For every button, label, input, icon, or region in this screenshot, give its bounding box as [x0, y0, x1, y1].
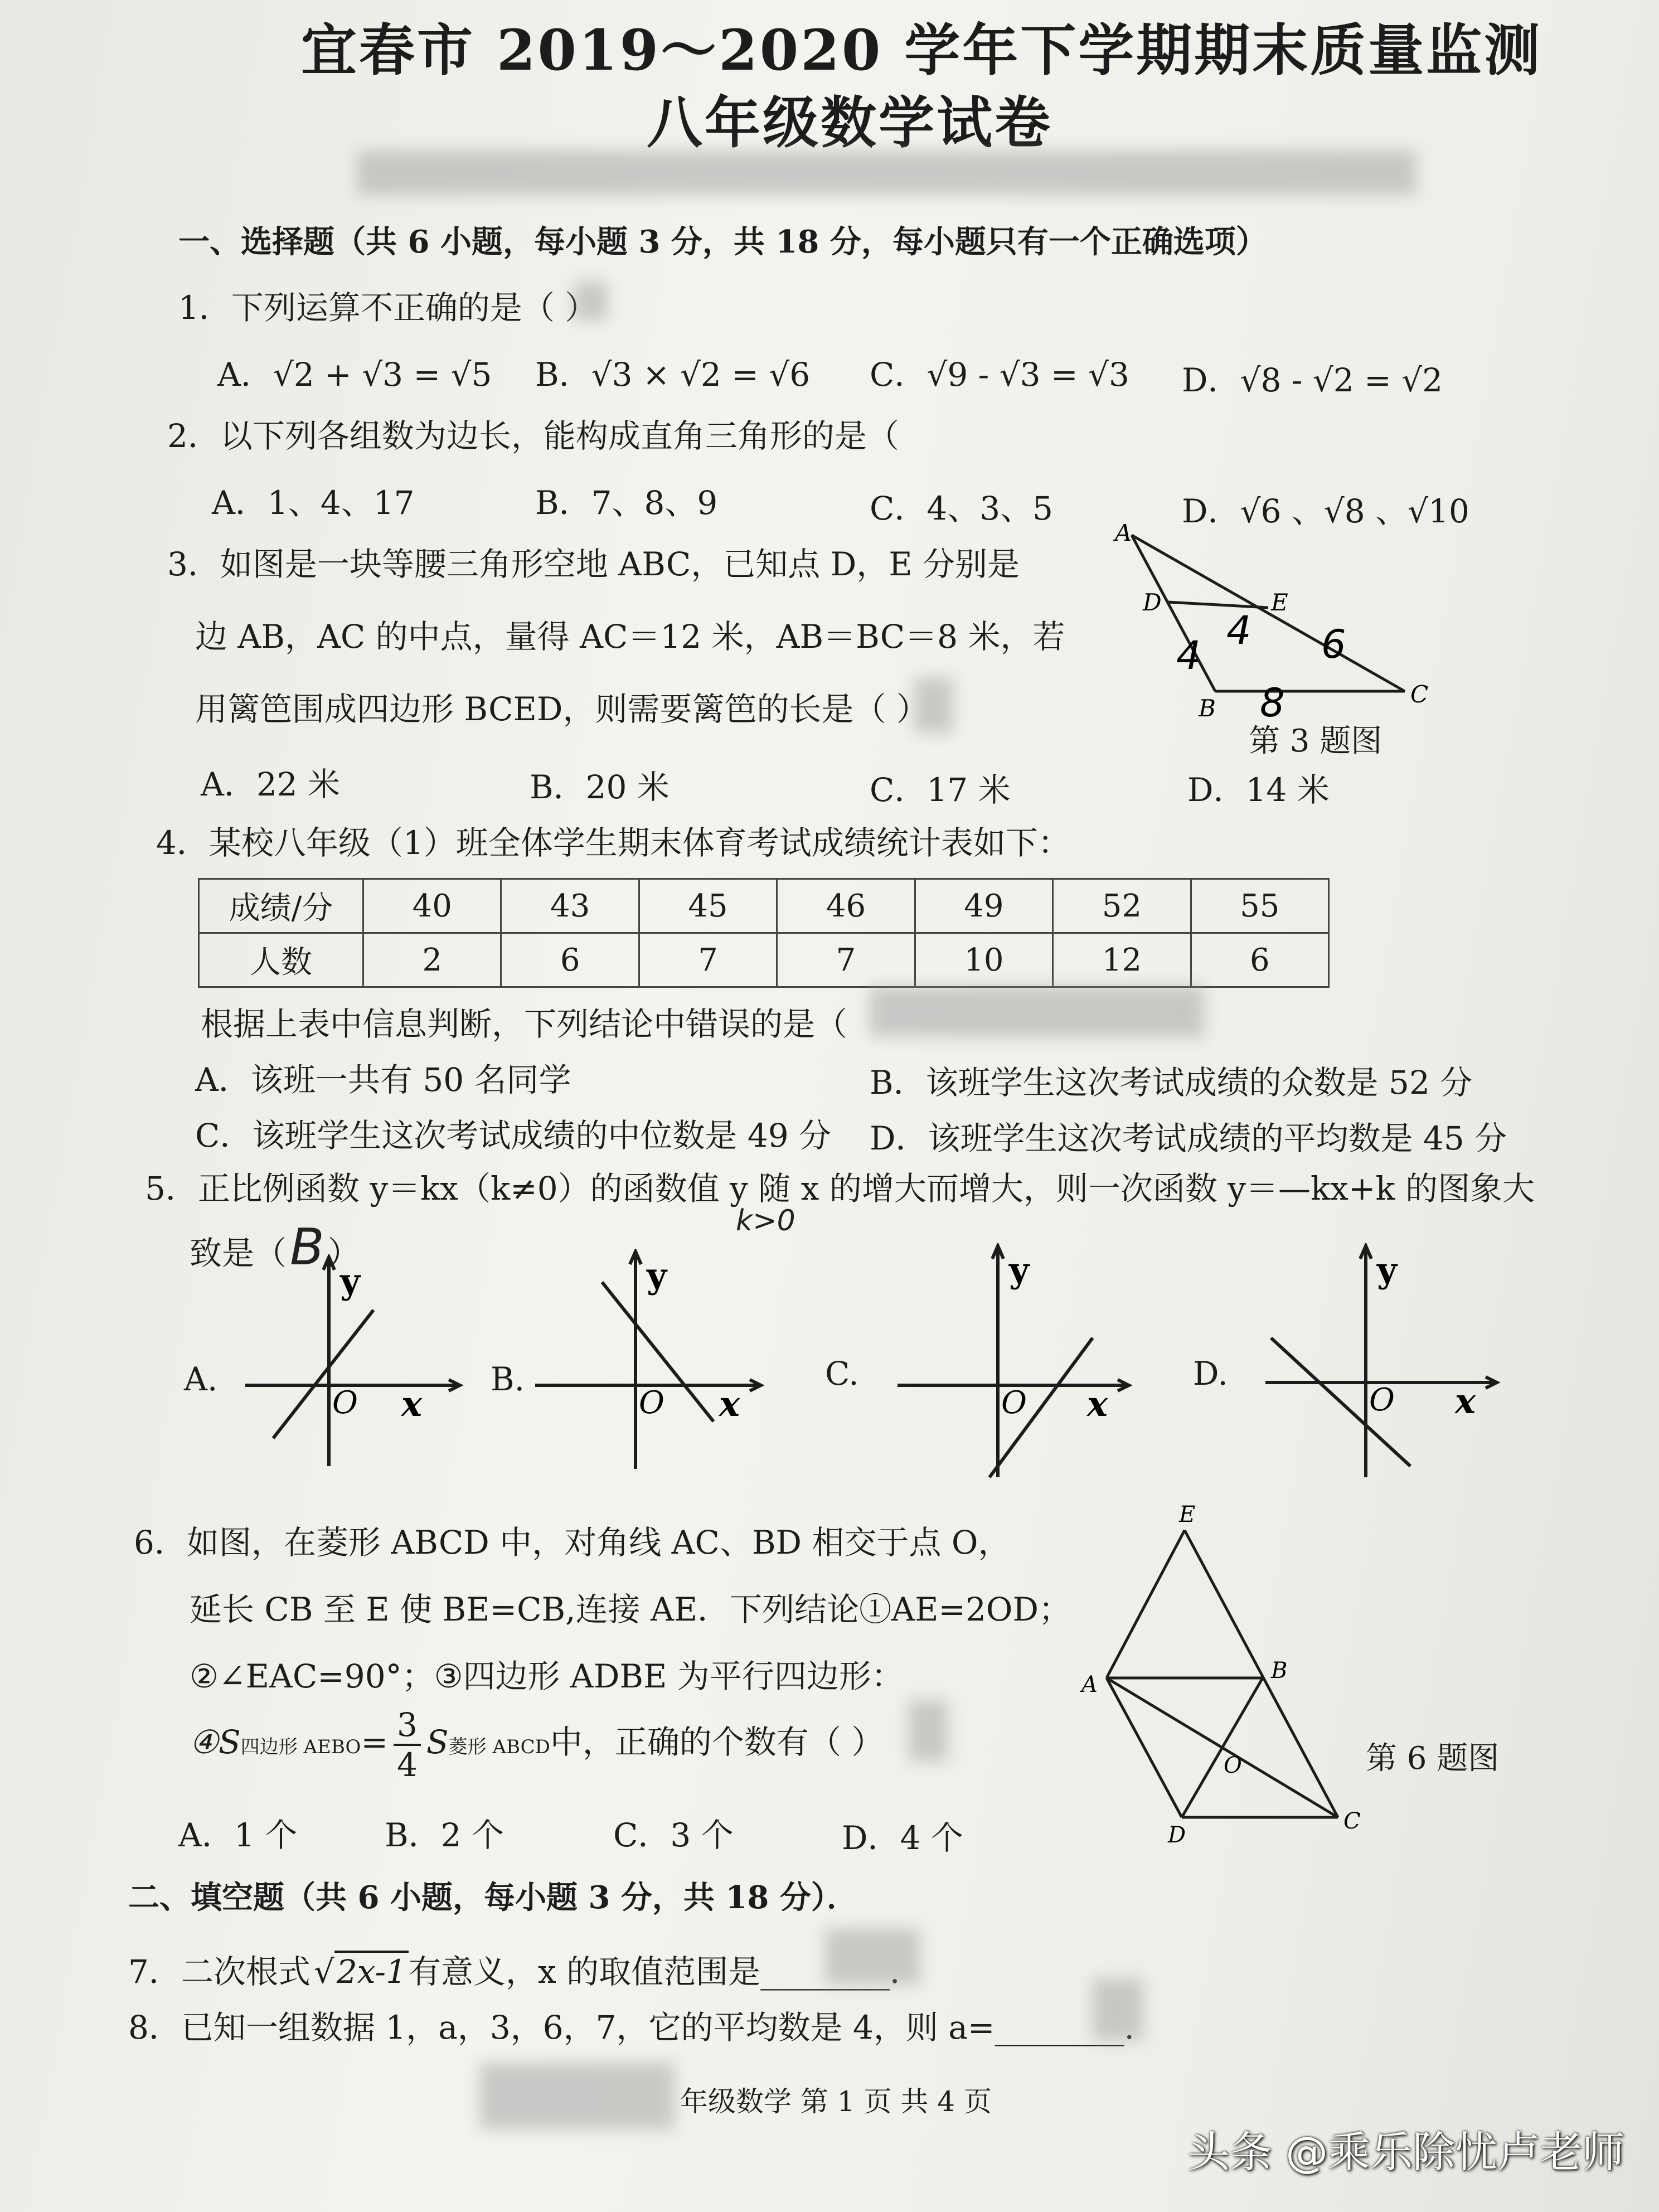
redacted-answer [574, 282, 608, 321]
q1-option-d: D．√8 - √2 = √2 [1182, 361, 1443, 399]
table-cell: 10 [915, 933, 1052, 987]
table-cell: 2 [363, 933, 501, 987]
q3-label-c: C [1410, 681, 1429, 708]
redacted-info [357, 151, 1416, 195]
q5-graph-label-a: A. [184, 1360, 218, 1398]
q7-suffix: 有意义，x 的取值范围是________． [408, 1953, 923, 1991]
q4-stem: 4．某校八年级（1）班全体学生期末体育考试成绩统计表如下： [156, 824, 1070, 862]
redacted-footer [479, 2063, 675, 2129]
exam-title-line1: 宜春市 2019～2020 学年下学期期末质量监测 [301, 17, 1542, 83]
q6-fraction [394, 1706, 421, 1784]
redacted-answer [914, 677, 953, 733]
axis-x-label: x [719, 1384, 740, 1424]
q5-graph-label-c: C. [825, 1355, 859, 1393]
section2-heading: 二、填空题（共 6 小题，每小题 3 分，共 18 分）． [128, 1879, 858, 1916]
q6-line4-eq: = [361, 1723, 389, 1762]
table-cell: 46 [777, 879, 915, 933]
q6-line4-sub2: 菱形 ABCD [448, 1736, 550, 1759]
q6-option-c: C．3 个 [613, 1816, 734, 1854]
origin-label: O [332, 1385, 358, 1421]
q5-handwritten-answer: B [290, 1218, 324, 1277]
q4-option-b: B．该班学生这次考试成绩的众数是 52 分 [870, 1064, 1473, 1102]
redacted-answer [909, 1700, 948, 1762]
q3-option-b: B．20 米 [530, 768, 670, 806]
handwritten-8: 8 [1260, 680, 1285, 726]
q4-option-d: D．该班学生这次考试成绩的平均数是 45 分 [870, 1119, 1507, 1157]
q2-option-b: B．7、8、9 [535, 484, 718, 522]
q2-option-d: D．√6 、√8 、√10 [1182, 492, 1469, 530]
q6-line4-sub1: 四边形 AEBO [240, 1736, 361, 1759]
q3-label-d: D [1143, 589, 1162, 616]
axis-x-label: x [401, 1384, 422, 1424]
q2-stem: 2．以下列各组数为边长，能构成直角三角形的是（ [167, 417, 899, 455]
table-row [199, 879, 1329, 933]
q1-option-a: A．√2 + √3 = √5 [217, 356, 492, 394]
q6-option-d: D．4 个 [842, 1819, 963, 1857]
q5-graph-c [892, 1243, 1137, 1488]
q3-line1: 3．如图是一块等腰三角形空地 ABC，已知点 D，E 分别是 [167, 545, 1020, 583]
q4-score-table [198, 878, 1330, 988]
table-cell: 49 [915, 879, 1052, 933]
q6-label-b: B [1271, 1658, 1288, 1684]
q3-label-e: E [1271, 589, 1288, 616]
table-cell: 43 [501, 879, 639, 933]
axis-x-label: x [1455, 1381, 1476, 1422]
q6-line4 [190, 1706, 884, 1789]
q6-line4-s: S [426, 1723, 449, 1762]
q5-graph-a [234, 1254, 468, 1477]
q6-rhombus-figure [1070, 1500, 1382, 1856]
watermark: 头条 @乘乐除忧卢老师 [1187, 2127, 1625, 2177]
axis-y-label: y [1377, 1250, 1398, 1291]
axis-y-label: y [647, 1255, 667, 1296]
q5-handwritten-note: k>0 [736, 1204, 795, 1238]
q5-graph-label-d: D. [1193, 1355, 1228, 1393]
table-cell: 40 [363, 879, 501, 933]
q7-prefix: 7．二次根式 [128, 1953, 311, 1991]
q6-line1: 6．如图，在菱形 ABCD 中，对角线 AC、BD 相交于点 O， [134, 1524, 1011, 1561]
table-row [199, 933, 1329, 987]
q5-graph-d [1260, 1243, 1505, 1488]
q2-option-a: A．1、4、17 [212, 484, 415, 522]
page-footer: 年级数学 第 1 页 共 4 页 [680, 2085, 992, 2118]
q1-option-b: B．√3 × √2 = √6 [535, 356, 811, 394]
q5-line1: 5．正比例函数 y＝kx（k≠0）的函数值 y 随 x 的增大而增大，则一次函数 y＝—kx+k 的图象大 [145, 1170, 1535, 1207]
redacted-answer [1093, 1979, 1143, 2040]
q6-line4-prefix: ④S [190, 1723, 241, 1762]
axis-y-label: y [340, 1261, 361, 1302]
q6-option-a: A．1 个 [178, 1816, 298, 1854]
q6-frac-denominator: 4 [397, 1746, 418, 1784]
redacted-answer [825, 1929, 920, 1985]
table-row-header: 成绩/分 [199, 879, 363, 933]
table-cell: 12 [1053, 933, 1191, 987]
q3-option-c: C．17 米 [870, 771, 1011, 809]
q5-line2-text: 致是（ [190, 1234, 287, 1272]
q6-figure-caption: 第 6 题图 [1366, 1740, 1500, 1777]
q2-option-c: C．4、3、5 [870, 489, 1054, 527]
q8-text: 8．已知一组数据 1，a，3，6，7，它的平均数是 4，则 a=________. [128, 2009, 1134, 2046]
handwritten-4: 4 [1176, 633, 1201, 678]
q5-graph-label-b: B. [491, 1360, 525, 1398]
q6-label-d: D [1168, 1822, 1186, 1848]
q5-line2-end: ） [327, 1234, 360, 1272]
q6-line3: ②∠EAC=90°；③四边形 ADBE 为平行四边形： [190, 1657, 904, 1695]
table-cell: 6 [1191, 933, 1328, 987]
axis-x-label: x [1087, 1384, 1108, 1424]
q6-label-e: E [1179, 1502, 1196, 1527]
q3-line2: 边 AB，AC 的中点，量得 AC＝12 米，AB＝BC＝8 米，若 [195, 618, 1065, 656]
exam-title-line2: 八年级数学试卷 [647, 90, 1052, 156]
table-cell: 55 [1191, 879, 1328, 933]
q6-line4-suffix: 中，正确的个数有（ ） [550, 1723, 884, 1762]
q4-judge: 根据上表中信息判断，下列结论中错误的是（ [201, 1005, 848, 1043]
sqrt-sign: √ [313, 1953, 334, 1991]
q4-option-c: C．该班学生这次考试成绩的中位数是 49 分 [195, 1117, 832, 1154]
q6-label-c: C [1343, 1808, 1361, 1834]
axis-y-label: y [1009, 1250, 1030, 1291]
q3-line3: 用篱笆围成四边形 BCED，则需要篱笆的长是（ ） [195, 690, 929, 728]
table-cell: 7 [777, 933, 915, 987]
q3-label-b: B [1199, 695, 1216, 722]
q3-option-a: A．22 米 [201, 765, 341, 803]
q7-radicand: 2x-1 [334, 1951, 409, 1991]
q6-label-o: O [1224, 1753, 1242, 1778]
redacted-answer [870, 987, 1204, 1037]
q3-figure-caption: 第 3 题图 [1249, 723, 1382, 759]
table-row-header: 人数 [199, 933, 363, 987]
q7-text [128, 1946, 922, 1992]
table-cell: 7 [639, 933, 777, 987]
table-cell: 45 [639, 879, 777, 933]
origin-label: O [1001, 1385, 1027, 1421]
q5-graph-b [530, 1249, 769, 1477]
section1-heading: 一、选择题（共 6 小题，每小题 3 分，共 18 分，每小题只有一个正确选项） [178, 224, 1267, 260]
q6-line2: 延长 CB 至 E 使 BE=CB,连接 AE．下列结论①AE=2OD； [190, 1590, 1071, 1628]
q6-option-b: B．2 个 [385, 1816, 504, 1854]
q1-option-c: C．√9 - √3 = √3 [870, 356, 1129, 394]
handwritten-6: 6 [1321, 622, 1346, 667]
origin-label: O [1369, 1382, 1395, 1418]
q6-frac-numerator: 3 [394, 1706, 421, 1746]
q3-label-a: A [1115, 524, 1132, 546]
q3-option-d: D．14 米 [1187, 771, 1330, 809]
q4-option-a: A．该班一共有 50 名同学 [195, 1061, 571, 1099]
table-cell: 6 [501, 933, 639, 987]
q1-stem: 1．下列运算不正确的是（ ） [178, 289, 598, 327]
q6-label-a: A [1081, 1672, 1098, 1697]
table-cell: 52 [1053, 879, 1191, 933]
origin-label: O [639, 1385, 664, 1421]
handwritten-4: 4 [1226, 608, 1251, 653]
